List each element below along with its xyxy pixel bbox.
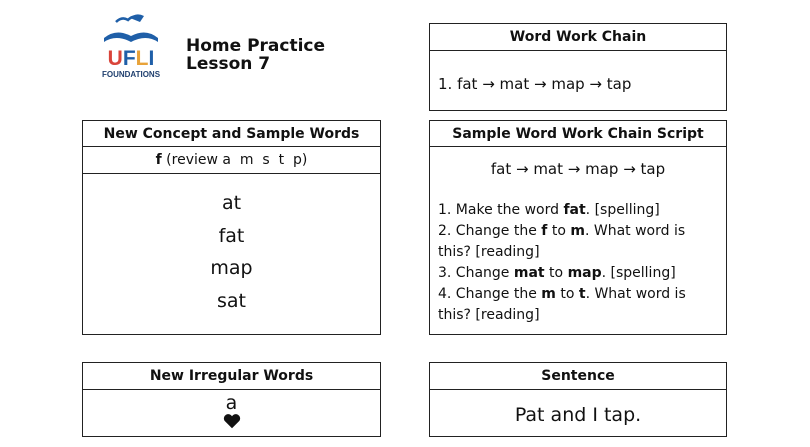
script-step-4: 4. Change the m to t. What word is this? [reading] (438, 286, 686, 323)
sample-words-list (83, 174, 380, 317)
concept-letter: f (155, 152, 162, 168)
irregular-words-box (82, 362, 381, 437)
script-steps (430, 178, 726, 326)
review-letters: (review a m s t p) (161, 152, 308, 168)
new-concept-heading: New Concept and Sample Words (83, 121, 380, 147)
svg-text:FOUNDATIONS: FOUNDATIONS (101, 70, 161, 79)
new-concept-box (82, 120, 381, 335)
title-line-2: Lesson 7 (186, 54, 271, 74)
word-work-chain-text: 1. fat → mat → map → tap (438, 75, 632, 93)
heart-icon (223, 414, 241, 429)
sample-script-chain: fat → mat → map → tap (490, 160, 666, 178)
sentence-box (429, 362, 727, 437)
sample-word: at (221, 192, 242, 214)
page-title (186, 37, 325, 73)
irregular-words-heading: New Irregular Words (83, 363, 380, 390)
title-line-1: Home Practice (186, 36, 326, 56)
word-work-chain-heading: Word Work Chain (430, 24, 726, 51)
script-step-3: 3. Change mat to map. [spelling] (438, 265, 676, 281)
irregular-word-block (83, 390, 380, 429)
script-step-1: 1. Make the word fat. [spelling] (438, 202, 660, 218)
ufli-logo (96, 10, 166, 80)
sample-word: fat (218, 224, 245, 247)
sample-script-heading: Sample Word Work Chain Script (430, 121, 726, 147)
sample-word: map (210, 257, 253, 279)
sample-word: sat (217, 289, 246, 312)
svg-text:UFLI: UFLI (107, 47, 155, 70)
sentence-heading: Sentence (430, 363, 726, 390)
script-step-2: 2. Change the f to m. What word is this? [reading] (438, 223, 686, 260)
sample-script-box (429, 120, 727, 335)
ufli-logo-graphic (96, 10, 166, 80)
irregular-word: a (225, 392, 238, 414)
word-work-chain-box (429, 23, 727, 111)
sentence-text: Pat and I tap. (514, 404, 642, 426)
new-concept-letters (83, 147, 380, 174)
